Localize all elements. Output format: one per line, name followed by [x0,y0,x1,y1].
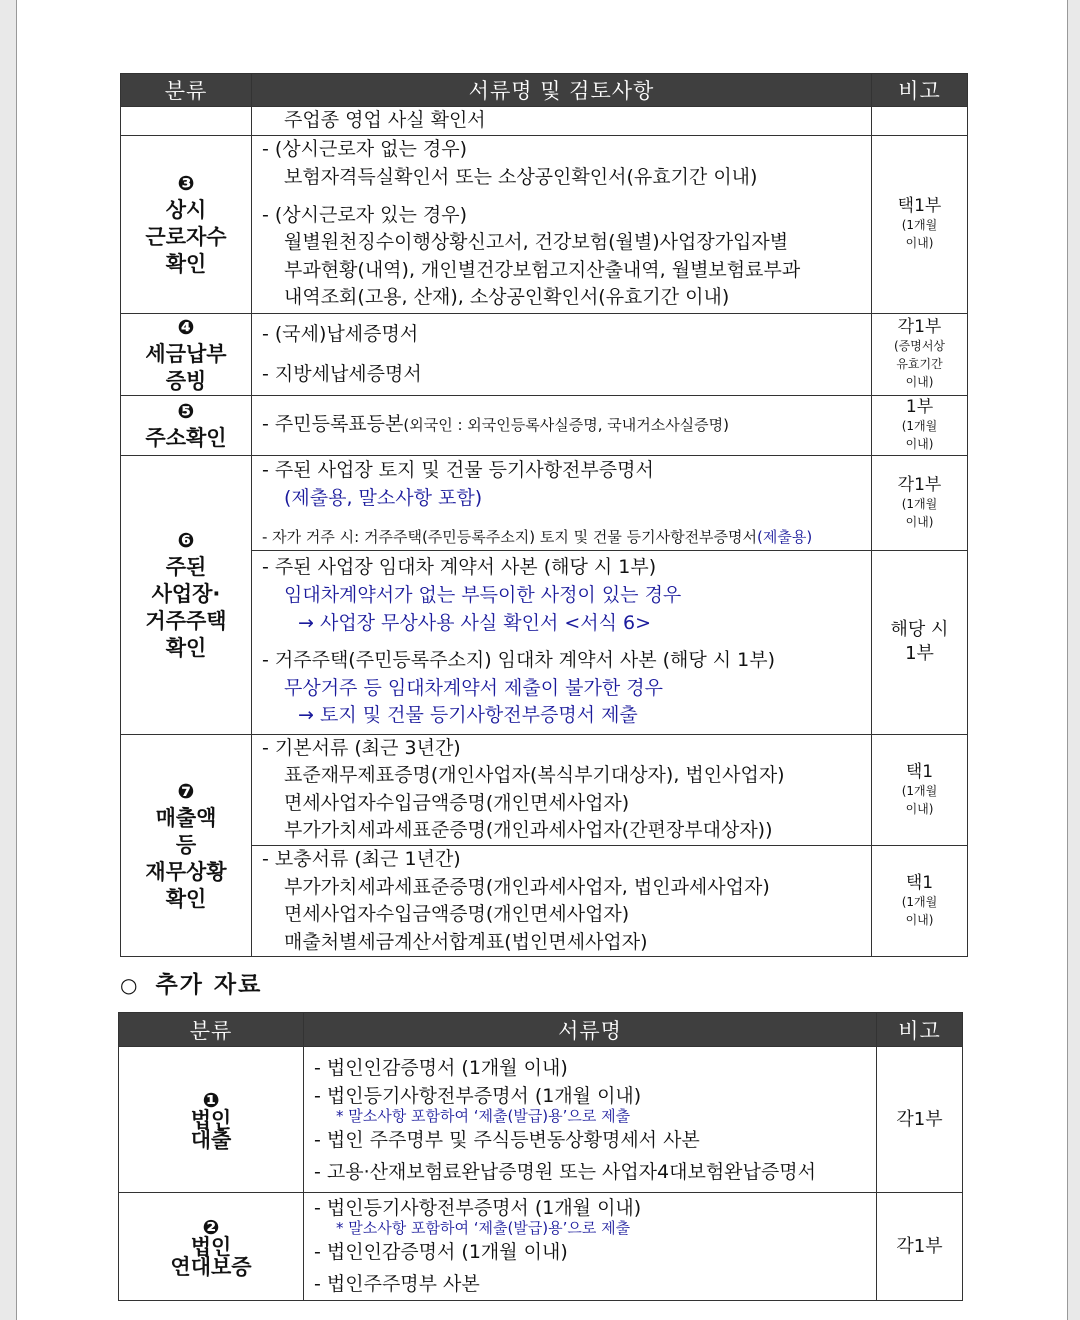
category-label: 주된 [165,555,207,580]
doc-line: - 지방세납세증명서 [262,363,422,386]
category-label: 증빙 [165,368,207,393]
doc-text: - 주민등록표등본 [262,412,404,435]
category-label: 등 [175,832,197,857]
note-text: 1부 [905,643,934,665]
additional-documents-table [118,1012,963,1301]
category-label: 매출액 [155,805,217,830]
category-label: 근로자수 [145,225,227,250]
content-cell [252,135,872,313]
header-documents: 서류명 및 검토사항 [252,74,872,107]
table-row [121,107,968,136]
content-cell [304,1193,877,1301]
table-row [119,1047,963,1193]
note-sub: (1개월 [901,419,938,434]
note-sub: (1개월 [901,783,938,798]
note-sub: 이내) [905,437,934,452]
content-cell [252,313,872,395]
category-label: 법인 [190,1234,232,1259]
header-category: 분류 [119,1013,304,1047]
doc-line: - 주된 사업장 임대차 계약서 사본 (해당 시 1부) [262,556,657,579]
category-cell [119,1047,304,1193]
note-sub: 이내) [905,236,934,251]
content-cell [252,734,872,845]
section-title-text: 추가 자료 [155,972,263,998]
doc-footnote: * 말소사항 포함하여 ‘제출(발급)용’으로 제출 [336,1106,631,1125]
content-cell [252,455,872,550]
note-text: 해당 시 [890,619,949,641]
note-text: 각1부 [896,1235,943,1257]
documents-table [120,73,968,957]
note-cell [872,313,968,395]
category-cell [121,395,252,455]
number-badge: ❶ [202,1087,220,1112]
content-cell [252,550,872,734]
note-sub: 이내) [905,913,934,928]
category-label: 대출 [190,1127,232,1152]
doc-line: 부가가치세과세표준증명(개인과세사업자(간편장부대상자)) [284,819,773,842]
note-cell [872,395,968,455]
header-documents: 서류명 [304,1013,877,1047]
note-sub: (증명서상 [893,339,946,354]
doc-line: - 고용·산재보험료완납증명원 또는 사업자4대보험완납증명서 [314,1160,816,1183]
number-badge: ❹ [177,314,195,339]
category-cell [119,1193,304,1301]
doc-line: - 주된 사업장 토지 및 건물 등기사항전부증명서 [262,459,654,481]
doc-line: 부가가치세과세표준증명(개인과세사업자, 법인과세사업자) [284,875,770,898]
header-note: 비고 [877,1013,963,1047]
doc-line [262,411,865,440]
doc-line: 면세사업자수입금액증명(개인면세사업자) [284,903,630,926]
doc-line: 매출처별세금계산서합계표(법인면세사업자) [284,930,648,953]
doc-text: - 자가 거주 시: 거주주택(주민등록주소지) 토지 및 건물 등기사항전부증명서 [262,528,758,547]
note-cell [872,550,968,734]
doc-line: - 법인인감증명서 (1개월 이내) [314,1240,568,1263]
doc-line: - 보충서류 (최근 1년간) [262,847,461,870]
note-cell [877,1047,963,1193]
doc-line-highlight: (제출용, 말소사항 포함) [284,486,483,509]
category-label: 확인 [165,886,207,911]
note-text: 택1 [905,873,934,894]
category-label: 연대보증 [170,1254,252,1279]
doc-line: 주업종 영업 사실 확인서 [284,109,486,131]
doc-line: - (상시근로자 있는 경우) [262,203,467,226]
note-sub: (1개월 [901,218,938,233]
note-cell [872,734,968,845]
category-label: 재무상황 [145,859,227,884]
doc-line: - 법인등기사항전부증명서 (1개월 이내) [314,1084,642,1107]
note-text: 각1부 [897,474,942,495]
note-sub: 이내) [905,375,934,390]
table-row [121,135,968,313]
content-cell [304,1047,877,1193]
category-cell [121,107,252,136]
doc-line: - 법인인감증명서 (1개월 이내) [314,1056,568,1079]
category-label: 주소확인 [145,426,227,451]
doc-line-highlight: → 사업장 무상사용 사실 확인서 <서식 6> [298,611,652,634]
table-row [121,734,968,845]
number-badge: ❻ [177,528,195,553]
number-badge: ❷ [202,1214,220,1239]
category-cell [121,135,252,313]
content-cell [252,845,872,956]
category-cell [121,455,252,734]
note-text: 1부 [905,397,934,418]
number-badge: ❼ [177,778,195,803]
doc-line-highlight: 임대차계약서가 없는 부득이한 사정이 있는 경우 [284,583,682,606]
note-text: 택1 [905,761,934,782]
table-header [121,74,968,107]
table-row [121,395,968,455]
category-label: 거주주택 [145,609,227,634]
doc-text-highlight: (제출용) [757,528,813,547]
category-label: 상시 [165,198,207,223]
doc-line: - 거주주택(주민등록주소지) 임대차 계약서 사본 (해당 시 1부) [262,649,776,672]
doc-line: - (국세)납세증명서 [262,323,419,346]
category-label: 확인 [165,636,207,661]
header-category: 분류 [121,74,252,107]
note-cell [872,135,968,313]
doc-line: 부과현황(내역), 개인별건강보험고지산출내역, 월별보험료부과 [284,258,801,281]
doc-line-highlight: → 토지 및 건물 등기사항전부증명서 제출 [298,704,638,727]
bullet-icon: ○ [120,973,140,997]
doc-line: 월별원천징수이행상황신고서, 건강보험(월별)사업장가입자별 [284,231,789,254]
doc-line: 표준재무제표증명(개인사업자(복식부기대상자), 법인사업자) [284,764,785,787]
category-label: 법인 [190,1107,232,1132]
note-text: 각1부 [897,317,942,338]
section-heading [120,966,262,999]
note-text: 각1부 [896,1108,943,1130]
note-sub: (1개월 [901,496,938,511]
doc-line: 내역조회(고용, 산재), 소상공인확인서(유효기간 이내) [284,286,730,309]
doc-line: 보험자격득실확인서 또는 소상공인확인서(유효기간 이내) [284,165,758,188]
category-cell [121,313,252,395]
note-text: 택1부 [897,196,942,217]
category-label: 사업장· [151,582,221,607]
doc-line: - (상시근로자 없는 경우) [262,138,467,161]
doc-line: 면세사업자수입금액증명(개인면세사업자) [284,791,630,814]
doc-line: - 법인등기사항전부증명서 (1개월 이내) [314,1196,642,1219]
doc-text-small: (외국인 : 외국인등록사실증명, 국내거소사실증명) [403,415,730,434]
category-label: 세금납부 [145,341,227,366]
content-cell [252,395,872,455]
note-sub: 유효기간 [896,357,943,372]
note-cell [872,845,968,956]
category-cell [121,734,252,957]
note-sub: 이내) [905,514,934,529]
doc-line: - 기본서류 (최근 3년간) [262,736,461,759]
number-badge: ❸ [177,171,195,196]
note-cell [872,107,968,136]
table-row [121,455,968,550]
doc-line: - 법인주주명부 사본 [314,1272,480,1295]
note-cell [877,1193,963,1301]
content-cell [252,107,872,136]
doc-line [262,526,865,548]
note-sub: (1개월 [901,895,938,910]
note-sub: 이내) [905,801,934,816]
table-header [119,1013,963,1047]
table-row [119,1193,963,1301]
doc-footnote: * 말소사항 포함하여 ‘제출(발급)용’으로 제출 [336,1218,631,1237]
number-badge: ❺ [177,399,195,424]
category-label: 확인 [165,252,207,277]
note-cell [872,455,968,550]
doc-line-highlight: 무상거주 등 임대차계약서 제출이 불가한 경우 [284,676,663,699]
doc-line: - 법인 주주명부 및 주식등변동상황명세서 사본 [314,1128,700,1151]
header-note: 비고 [872,74,968,107]
table-row [121,313,968,395]
